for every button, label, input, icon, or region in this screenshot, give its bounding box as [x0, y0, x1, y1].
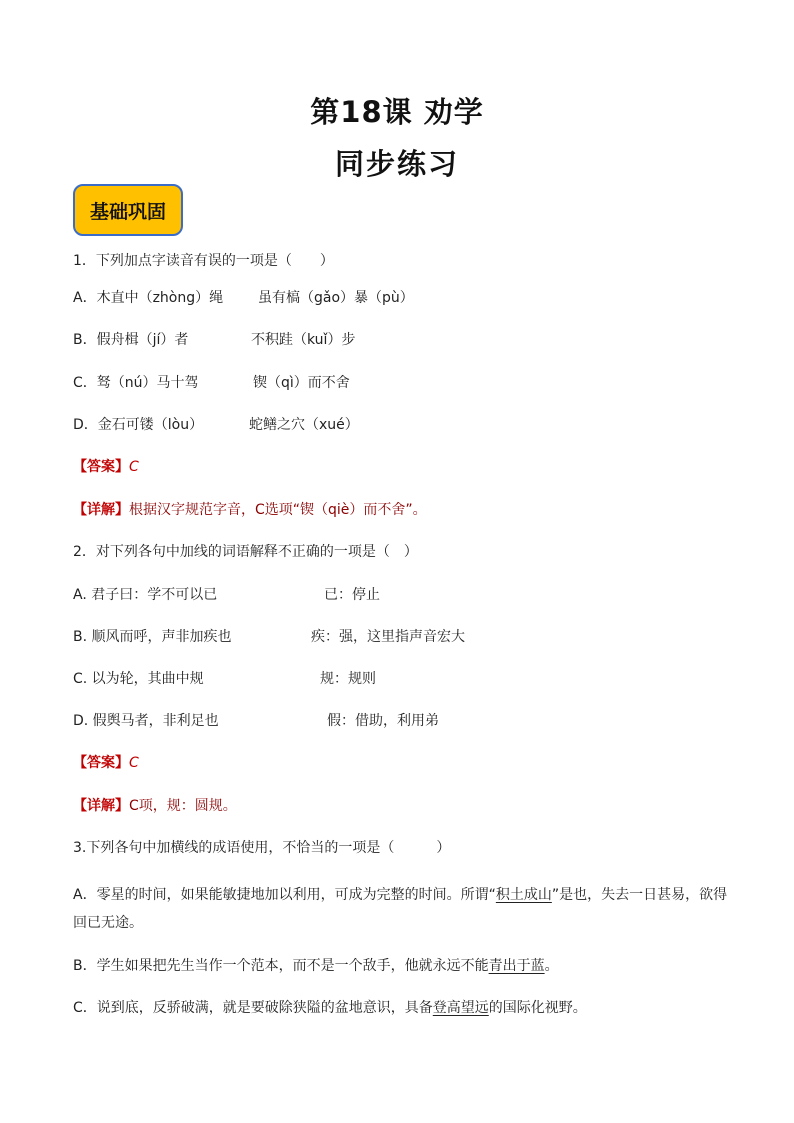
q3-stem: 3.下列各句中加横线的成语使用，不恰当的一项是（ ）	[73, 840, 451, 856]
q3-option-c	[73, 999, 587, 1017]
q3-option-b-text-end: 。	[544, 958, 559, 974]
q1-option-d: D．金石可镂（lòu）	[73, 417, 204, 433]
q2-answer	[73, 754, 139, 772]
q2-detail	[73, 797, 237, 815]
q1-option-a: A．木直中（zhòng）绳	[73, 290, 224, 306]
answer-value: C	[129, 459, 139, 475]
q3-option-b-text: B．学生如果把先生当作一个范本，而不是一个敌手，他就永远不能	[73, 958, 489, 974]
q2-option-b-right: 疾：强，这里指声音宏大	[311, 629, 465, 645]
detail-text: C项，规：圆规。	[129, 798, 237, 814]
q2-option-a-right: 已：停止	[324, 587, 380, 603]
q1-option-b-right: 不积跬（kuǐ）步	[251, 332, 356, 348]
q1-option-a-right: 虽有槁（gǎo）暴（pù）	[258, 290, 414, 306]
q3-option-a-text: A．零星的时间，如果能敏捷地加以利用，可成为完整的时间。所谓“	[73, 887, 496, 903]
q1-option-b: B．假舟楫（jí）者	[73, 332, 189, 348]
q1-stem: 1．下列加点字读音有误的一项是（ ）	[73, 253, 334, 269]
page-subtitle: 同步练习	[334, 147, 459, 181]
q3-option-a	[73, 881, 733, 937]
q2-option-c: C. 以为轮，其曲中规	[73, 671, 204, 687]
answer-tag: 【答案】	[73, 755, 129, 771]
q2-option-d: D. 假舆马者，非利足也	[73, 713, 219, 729]
page-title: 第18课 劝学	[310, 95, 484, 129]
answer-value: C	[129, 755, 139, 771]
q2-option-a: A. 君子曰：学不可以已	[73, 587, 218, 603]
q3-option-b	[73, 957, 559, 975]
q2-option-d-right: 假：借助，利用弟	[327, 713, 439, 729]
q3-option-a-text-end: ”是也，失去一日甚易，欲得回已无途。	[73, 887, 728, 931]
q3-option-c-text-end: 的国际化视野。	[488, 1000, 587, 1016]
q1-answer	[73, 458, 139, 476]
q1-option-c-right: 锲（qì）而不舍	[253, 375, 350, 391]
q3-option-c-idiom: 登高望远	[432, 1000, 489, 1016]
q3-option-b-idiom: 青出于蓝	[488, 958, 545, 974]
answer-tag: 【答案】	[73, 459, 129, 475]
q2-stem: 2．对下列各句中加线的词语解释不正确的一项是（ ）	[73, 544, 418, 560]
q3-option-a-idiom: 积土成山	[495, 887, 552, 903]
q2-option-c-right: 规：规则	[320, 671, 376, 687]
detail-text: 根据汉字规范字音，C选项“锲（qiè）而不舍”。	[129, 502, 427, 518]
detail-tag: 【详解】	[73, 502, 129, 518]
q2-option-b: B. 顺风而呼，声非加疾也	[73, 629, 232, 645]
detail-tag: 【详解】	[73, 798, 129, 814]
section-badge: 基础巩固	[73, 184, 183, 236]
q1-detail	[73, 501, 427, 519]
q1-option-d-right: 蛇鳝之穴（xué）	[249, 417, 359, 433]
q3-option-c-text: C．说到底，反骄破满，就是要破除狭隘的盆地意识，具备	[73, 1000, 433, 1016]
q1-option-c: C．驽（nú）马十驾	[73, 375, 199, 391]
